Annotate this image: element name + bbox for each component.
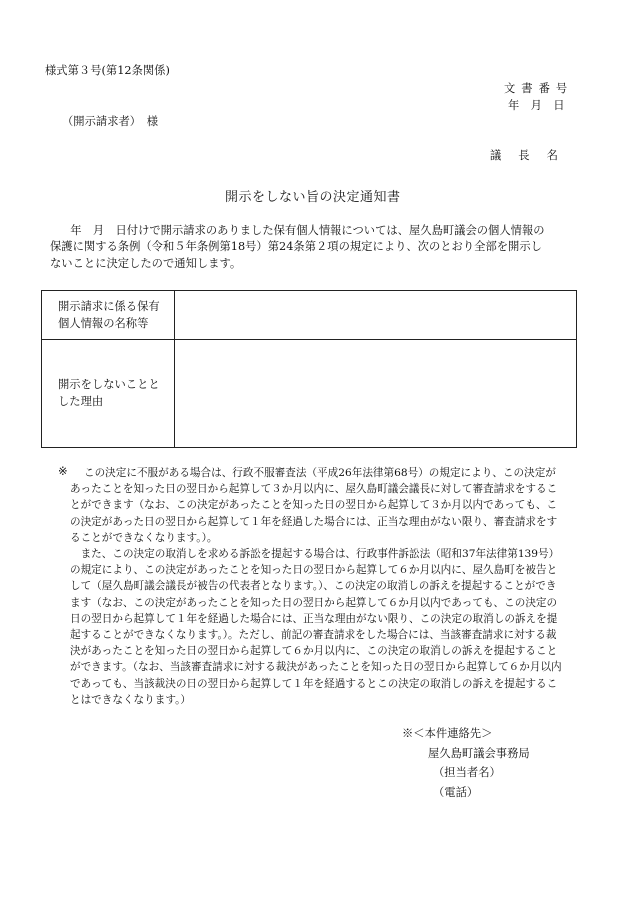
note-marker: ※ [58, 465, 68, 478]
note-line: この決定に不服がある場合は、行政不服審査法（平成26年法律第68号）の規定により、この決定が [84, 467, 556, 479]
contact-heading: ※＜本件連絡先＞ [402, 727, 493, 740]
table-column-divider [174, 291, 175, 447]
note-line: とができます（なお、この決定があったことを知った日の翌日から起算して３か月以内であっても、こ [70, 499, 558, 512]
body-line: ないことに決定したので通知します。 [50, 256, 242, 270]
note-line: ます（なお、この決定があったことを知った日の翌日から起算して６か月以内であっても、この決定の [70, 596, 558, 609]
date-label: 年 月 日 [508, 99, 565, 112]
notes-block [70, 465, 562, 708]
sender-line: 議長名 [490, 149, 575, 162]
contact-block [402, 724, 530, 802]
note-line: 起することができなくなります。）。ただし、前記の審査請求をした場合には、当該審査請求に対する裁 [70, 629, 557, 642]
contact-phone: （電話） [433, 785, 479, 799]
contact-office: 屋久島町議会事務局 [428, 746, 530, 760]
document-title: 開示をしない旨の決定通知書 [225, 190, 401, 205]
note-line: あったことを知った日の翌日から起算して３か月以内に、屋久島町議会議長に対して審査請求をするこ [70, 483, 558, 496]
body-line: 保護に関する条例（令和５年条例第18号）第24条第２項の規定により、次のとおり全部を開示し [50, 240, 542, 254]
row1-label: 開示請求に係る保有 個人情報の名称等 [58, 300, 160, 330]
note-line: の決定があった日の翌日から起算して１年を経過した場合には、正当な理由がない限り、審査請求をす [70, 515, 558, 528]
form-number: 様式第３号(第12条関係) [45, 64, 170, 77]
recipient-line: （開示請求者） 様 [62, 115, 159, 128]
note-line: また、この決定の取消しを求める訴訟を提起する場合は、行政事件訴訟法（昭和37年法律第139号） [70, 548, 560, 561]
document-number-label: 文書番号 [504, 82, 574, 95]
info-table [41, 290, 577, 448]
note-line: とはできなくなります。） [70, 693, 191, 706]
note-line: 決があったことを知った日の翌日から起算して６か月以内に、この決定の取消しの訴えを提起すること [70, 645, 558, 658]
note-line: して（屋久島町議会議長が被告の代表者となります。）、この決定の取消しの訴えを提起することができ [70, 580, 557, 593]
body-paragraph [50, 223, 545, 272]
note-line: ることができなくなります。）。 [70, 531, 218, 544]
note-line: の規定により、この決定があったことを知った日の翌日から起算して６か月以内に、屋久島町を被告と [70, 564, 558, 577]
note-line: 日の翌日から起算して１年を経過した場合には、正当な理由がない限り、この決定の取消しの訴えを提 [70, 612, 558, 625]
row2-label: 開示をしないことと した理由 [58, 378, 160, 408]
contact-person: （担当者名） [433, 766, 501, 779]
note-line: ができます。（なお、当該審査請求に対する裁決があったことを知った日の翌日から起算して６か月以内 [70, 661, 562, 674]
body-line: 年 月 日付けで開示請求のありました保有個人情報については、屋久島町議会の個人情報の [59, 224, 545, 237]
note-line: であっても、当該裁決の日の翌日から起算して１年を経過するとこの決定の取消しの訴えを提起するこ [70, 677, 558, 690]
table-row-divider [42, 339, 576, 340]
